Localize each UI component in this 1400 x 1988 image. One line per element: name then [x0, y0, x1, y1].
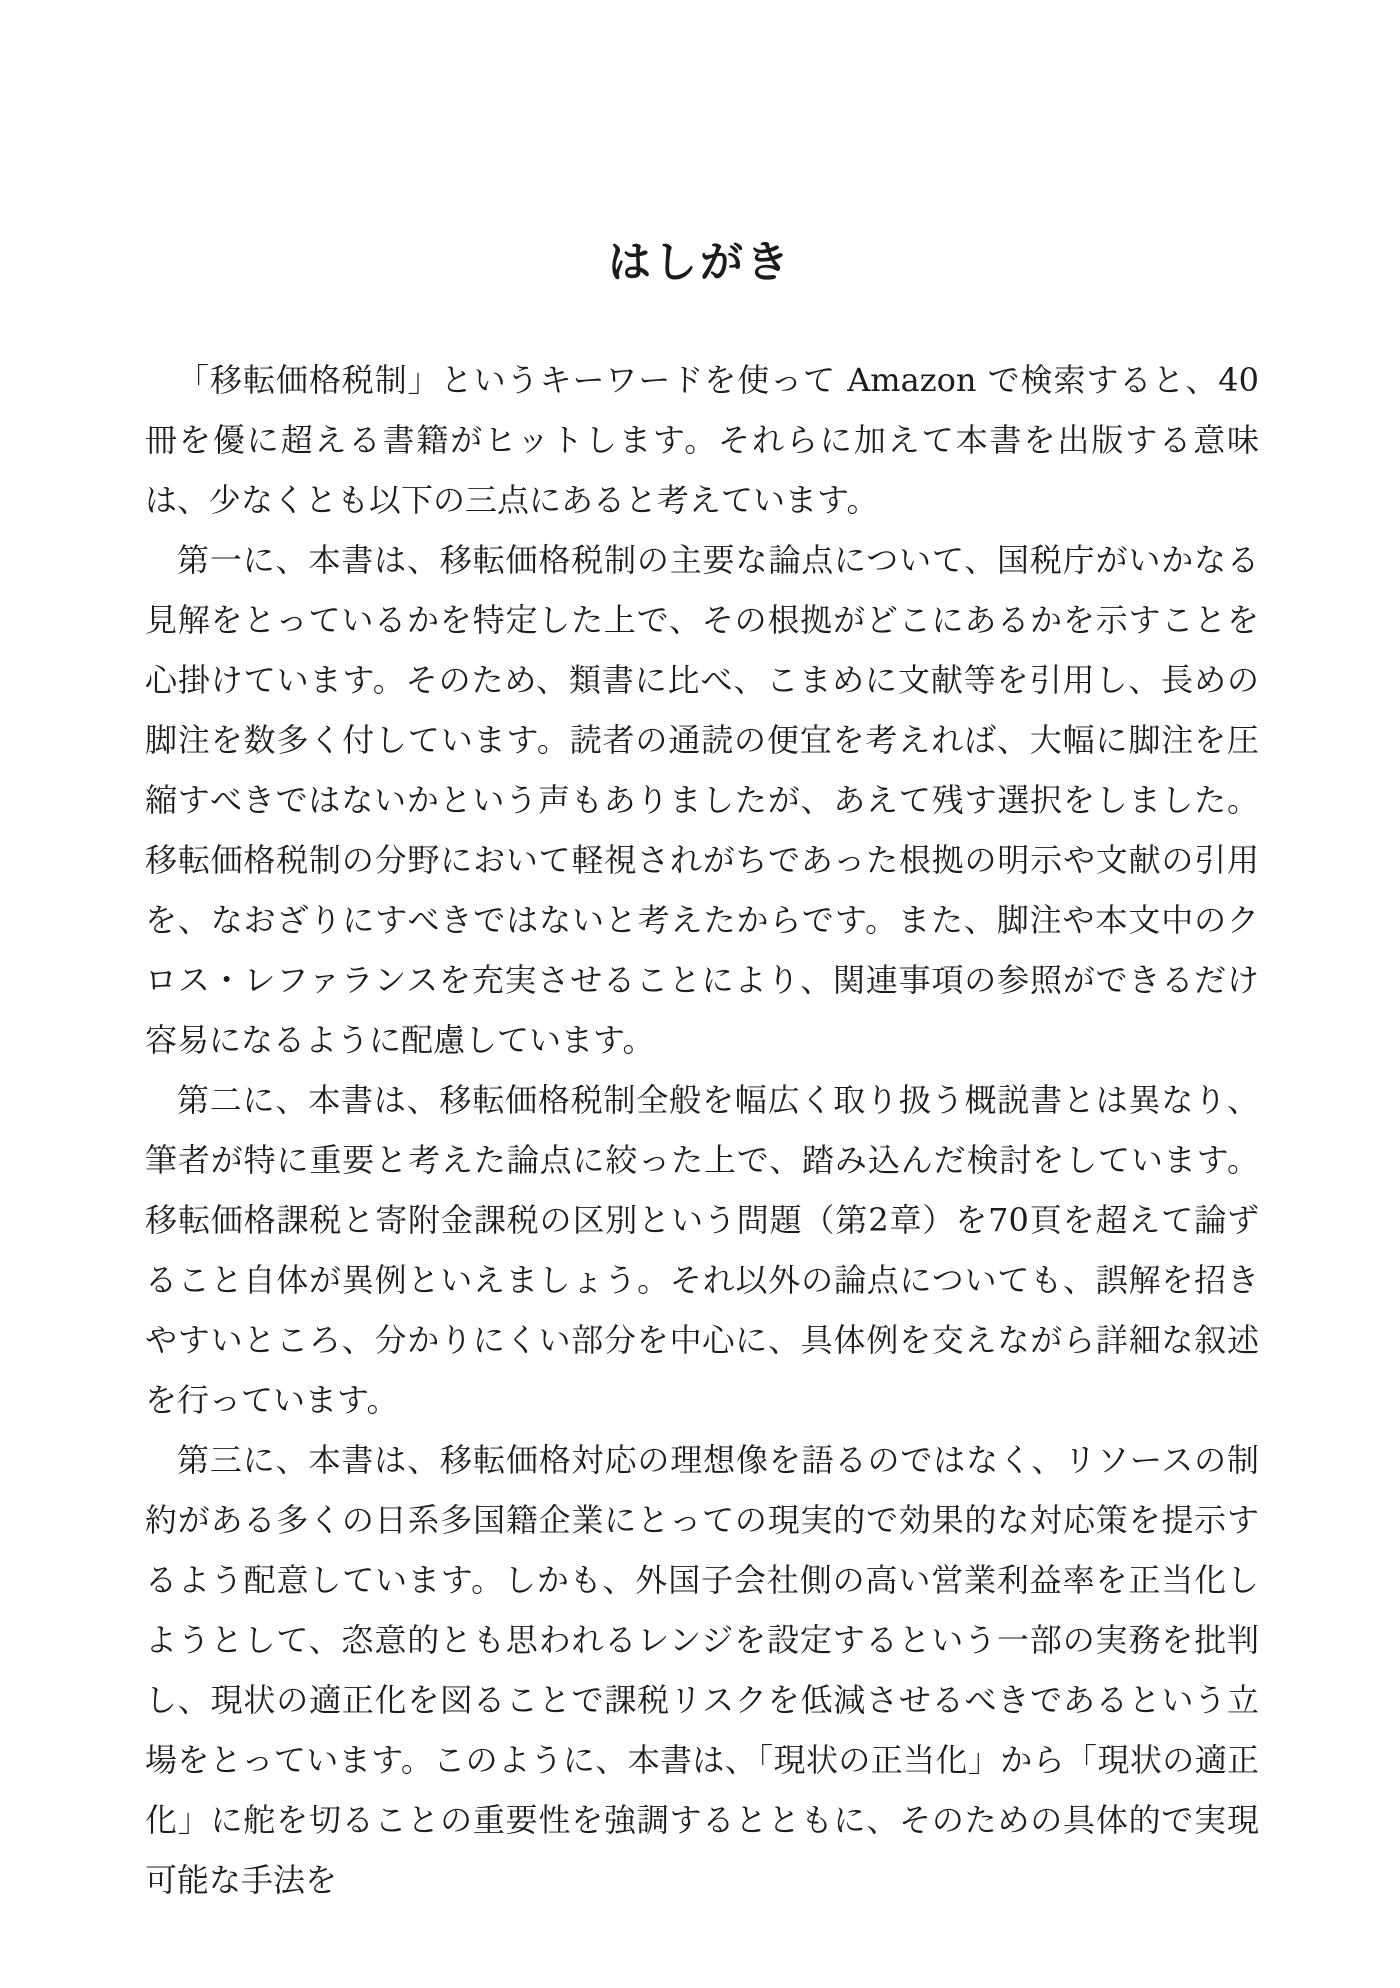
- paragraph-first-point: 第一に、本書は、移転価格税制の主要な論点について、国税庁がいかなる見解をとっているかを特定した上で、その根拠がどこにあるかを示すことを心掛けています。そのため、類書に比べ、こまめに文献等を引用し、長めの脚注を数多く付しています。読者の通読の便宜を考えれば、大幅に脚注を圧縮すべきではないかという声もありましたが、あえて残す選択をしました。移転価格税制の分野において軽視されがちであった根拠の明示や文献の引用を、なおざりにすべきではないと考えたからです。また、脚注や本文中のクロス・レファランスを充実させることにより、関連事項の参照ができるだけ容易になるように配慮しています。: [145, 541, 1259, 1059]
- paragraph-second-point: 第二に、本書は、移転価格税制全般を幅広く取り扱う概説書とは異なり、筆者が特に重要と考えた論点に絞った上で、踏み込んだ検討をしています。移転価格課税と寄附金課税の区別という問題（第2章）を70頁を超えて論ずること自体が異例といえましょう。それ以外の論点についても、誤解を招きやすいところ、分かりにくい部分を中心に、具体例を交えながら詳細な叙述を行っています。: [145, 1081, 1259, 1419]
- paragraph-intro: 「移転価格税制」というキーワードを使って Amazon で検索すると、40冊を優に超える書籍がヒットします。それらに加えて本書を出版する意味は、少なくとも以下の三点にあると考えています。: [145, 361, 1259, 519]
- preface-body: [145, 350, 1259, 1910]
- page-title: はしがき: [608, 238, 792, 288]
- paragraph-third-point: 第三に、本書は、移転価格対応の理想像を語るのではなく、リソースの制約がある多くの日系多国籍企業にとっての現実的で効果的な対応策を提示するよう配意しています。しかも、外国子会社側の高い営業利益率を正当化しようとして、恣意的とも思われるレンジを設定するという一部の実務を批判し、現状の適正化を図ることで課税リスクを低減させるべきであるという立場をとっています。このように、本書は、「現状の正当化」から「現状の適正化」に舵を切ることの重要性を強調するとともに、そのための具体的で実現可能な手法を: [145, 1441, 1259, 1899]
